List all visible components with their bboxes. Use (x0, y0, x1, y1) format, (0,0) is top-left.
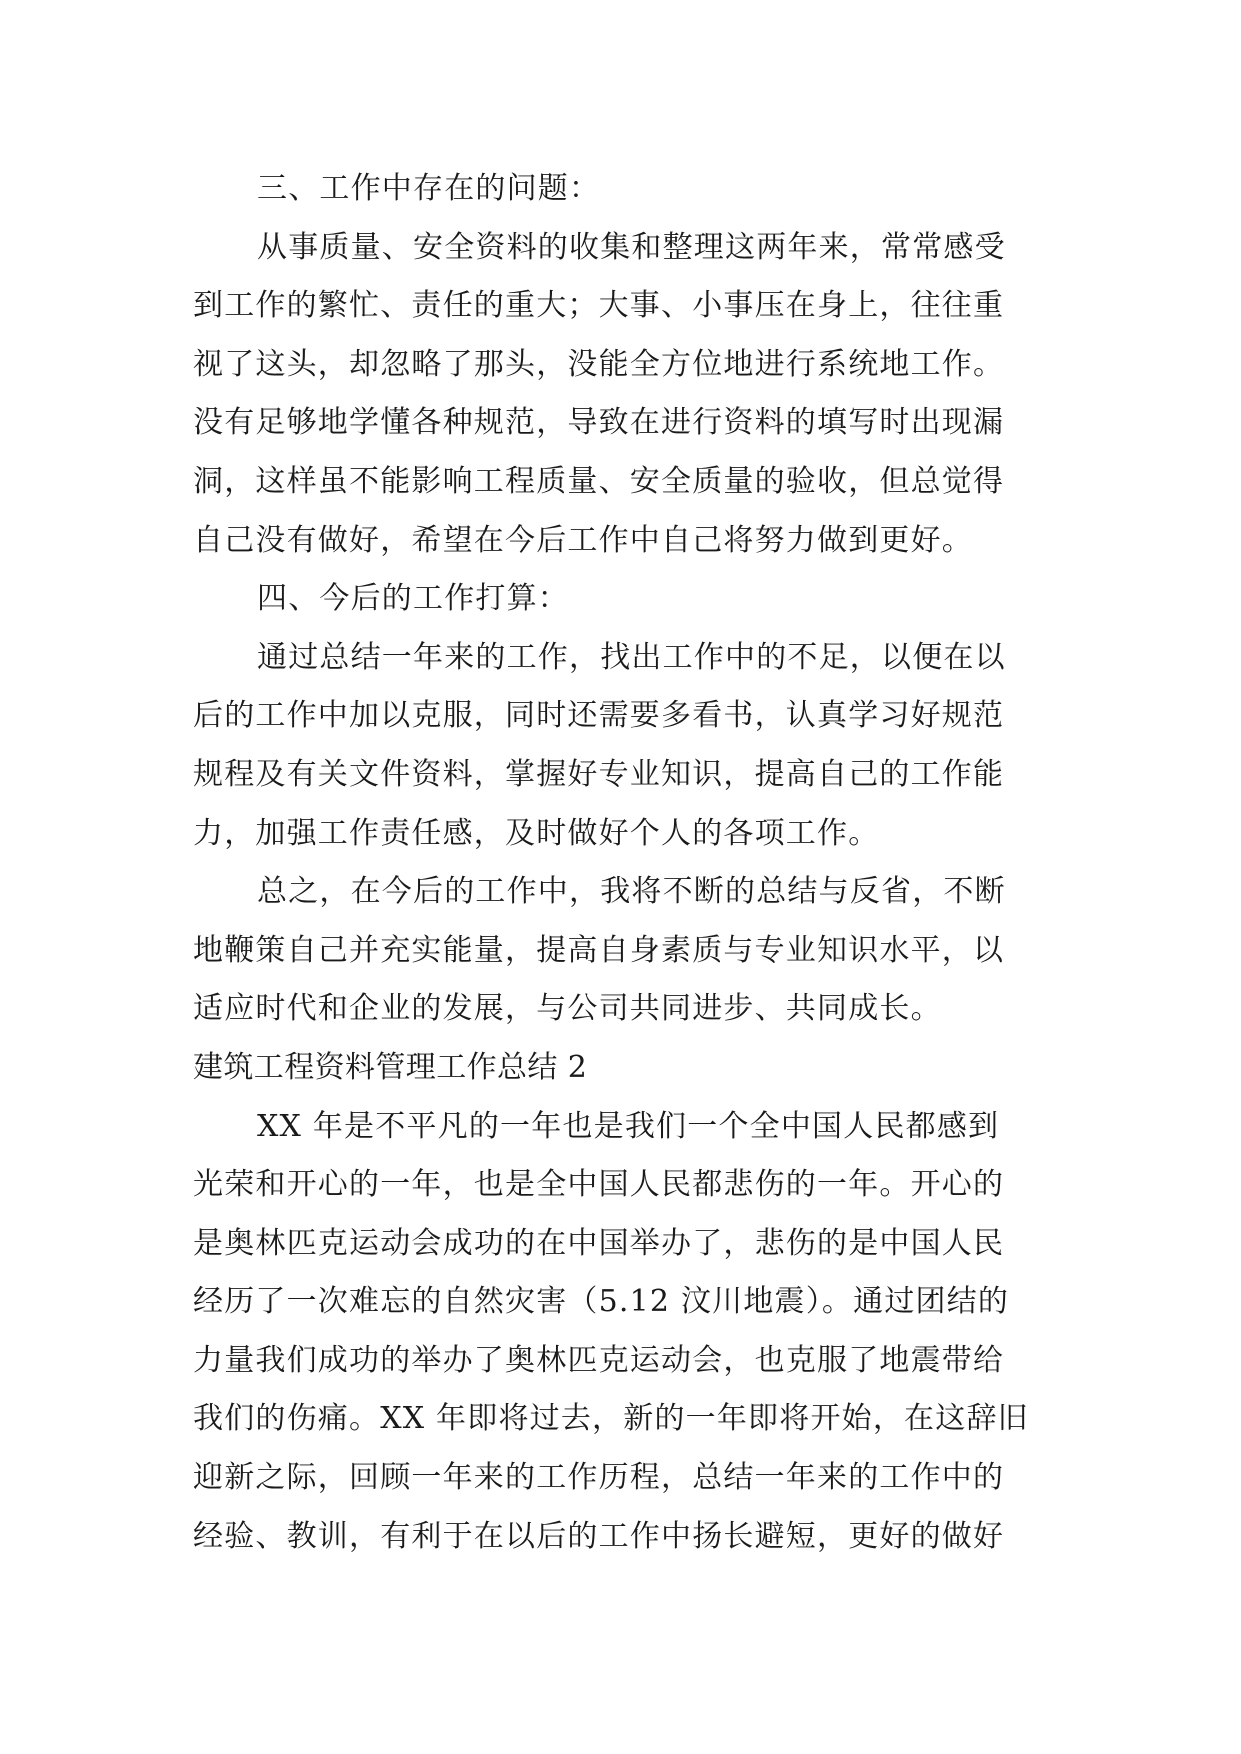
document-title-2: 建筑工程资料管理工作总结 2 (193, 1049, 588, 1085)
paragraph-line: 规程及有关文件资料，掌握好专业知识，提高自己的工作能 (193, 756, 1005, 792)
section-heading-problems: 三、工作中存在的问题： (257, 171, 601, 206)
paragraph-line: 地鞭策自己并充实能量，提高自身素质与专业知识水平，以 (193, 932, 1005, 968)
paragraph-line: 适应时代和企业的发展，与公司共同进步、共同成长。 (193, 991, 942, 1027)
paragraph-line: 后的工作中加以克服，同时还需要多看书，认真学习好规范 (193, 698, 1005, 734)
paragraph-line: 总之，在今后的工作中，我将不断的总结与反省，不断 (257, 874, 1006, 910)
paragraph-line: 是奥林匹克运动会成功的在中国举办了，悲伤的是中国人民 (193, 1225, 1005, 1261)
paragraph-line: 力，加强工作责任感，及时做好个人的各项工作。 (193, 815, 880, 851)
paragraph-line: 视了这头，却忽略了那头，没能全方位地进行系统地工作。 (193, 346, 1005, 382)
section-heading-plans: 四、今后的工作打算： (257, 581, 569, 617)
document-body (193, 160, 1053, 1566)
paragraph-line: 我们的伤痛。XX 年即将过去，新的一年即将开始，在这辞旧 (193, 1401, 1029, 1437)
paragraph-line: 到工作的繁忙、责任的重大；大事、小事压在身上，往往重 (193, 288, 1005, 324)
paragraph-line: 洞，这样虽不能影响工程质量、安全质量的验收，但总觉得 (193, 463, 1005, 499)
paragraph-line: 经历了一次难忘的自然灾害（5.12 汶川地震）。通过团结的 (193, 1284, 1010, 1320)
paragraph-line: 通过总结一年来的工作，找出工作中的不足，以便在以 (257, 639, 1006, 675)
paragraph-line: 光荣和开心的一年，也是全中国人民都悲伤的一年。开心的 (193, 1167, 1005, 1203)
paragraph-line: 没有足够地学懂各种规范，导致在进行资料的填写时出现漏 (193, 405, 1005, 441)
paragraph-line: XX 年是不平凡的一年也是我们一个全中国人民都感到 (257, 1108, 1000, 1144)
paragraph-line: 力量我们成功的举办了奥林匹克运动会，也克服了地震带给 (193, 1342, 1005, 1378)
paragraph-line: 自己没有做好，希望在今后工作中自己将努力做到更好。 (193, 522, 973, 558)
paragraph-line: 经验、教训，有利于在以后的工作中扬长避短，更好的做好 (193, 1518, 1005, 1554)
paragraph-line: 从事质量、安全资料的收集和整理这两年来，常常感受 (257, 229, 1006, 265)
paragraph-line: 迎新之际，回顾一年来的工作历程，总结一年来的工作中的 (193, 1460, 1005, 1496)
